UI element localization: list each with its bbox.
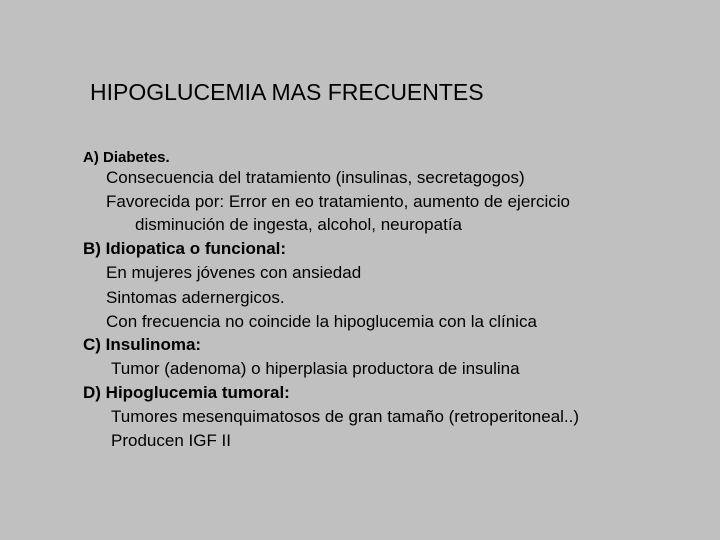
section-heading-insulinoma: C) Insulinoma:	[83, 335, 202, 354]
section-heading-diabetes: A) Diabetes.	[83, 149, 170, 166]
section-heading-idiopatica: B) Idiopatica o funcional:	[83, 239, 287, 258]
slide-title: HIPOGLUCEMIA MAS FRECUENTES	[90, 79, 484, 105]
list-item: Producen IGF II	[111, 431, 231, 450]
list-item: Sintomas adernergicos.	[106, 288, 285, 307]
list-item: disminución de ingesta, alcohol, neuropatía	[135, 215, 462, 234]
list-item: Con frecuencia no coincide la hipoglucemia con la clínica	[106, 312, 537, 331]
list-item: Tumor (adenoma) o hiperplasia productora de insulina	[111, 359, 520, 378]
list-item: En mujeres jóvenes con ansiedad	[106, 263, 362, 282]
section-heading-hipoglucemia-tumoral: D) Hipoglucemia tumoral:	[83, 383, 290, 402]
list-item: Favorecida por: Error en eo tratamiento, aumento de ejercicio	[106, 192, 570, 211]
list-item: Consecuencia del tratamiento (insulinas, secretagogos)	[106, 168, 525, 187]
list-item: Tumores mesenquimatosos de gran tamaño (retroperitoneal..)	[111, 407, 580, 426]
